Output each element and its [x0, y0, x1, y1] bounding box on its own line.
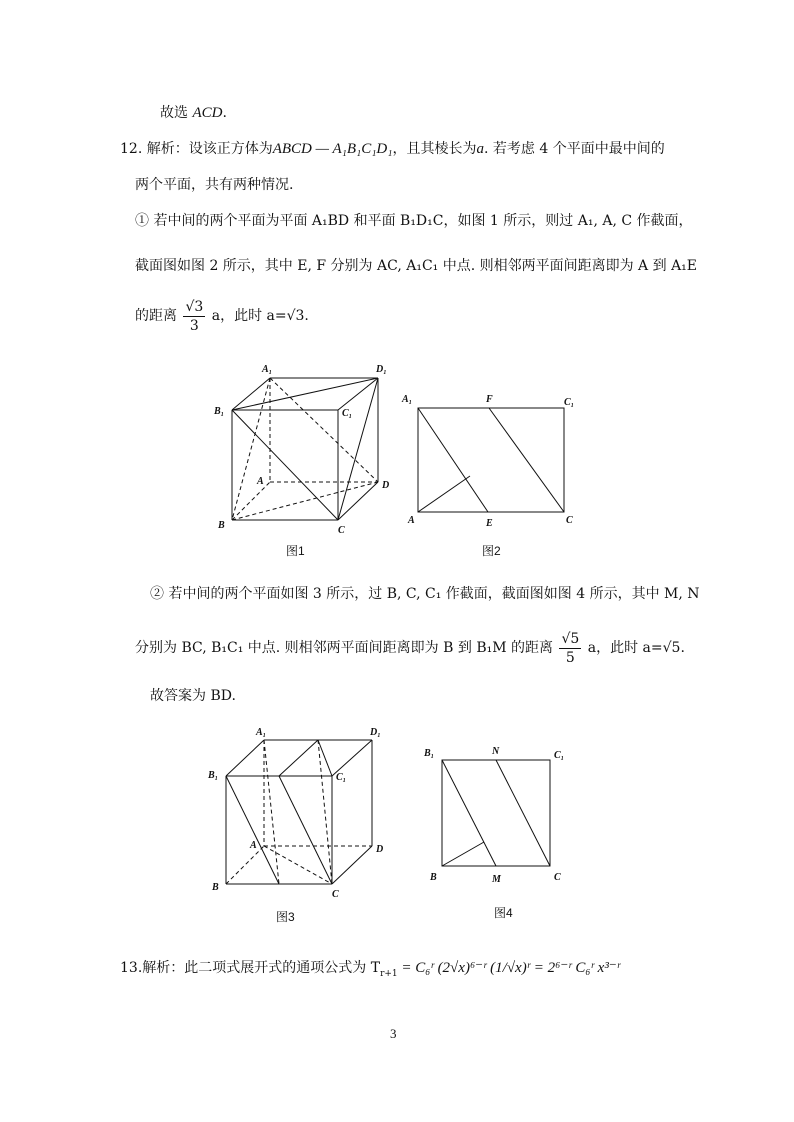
figure-3-diagram — [204, 724, 394, 909]
q12-case1-line1: ① 若中间的两个平面为平面 A₁BD 和平面 B₁D₁C，如图 1 所示，则过 A₁, A, C 作截面， — [135, 213, 693, 229]
answer-value: ACD — [192, 105, 223, 121]
figure-2-diagram — [402, 390, 592, 530]
label-F: F — [486, 394, 493, 405]
label-B1: B₁ — [214, 406, 225, 417]
label-C: C — [566, 515, 573, 526]
q12-line1: 12. 解析：设该正方体为ABCD — A₁B₁C₁D₁，且其棱长为a. 若考虑 4 个平面中最中间的 — [120, 141, 665, 157]
page-number: 3 — [390, 1026, 397, 1041]
figure-1-diagram — [210, 360, 400, 545]
figure-2-caption: 图2 — [482, 544, 501, 558]
label-B1: B₁ — [208, 770, 219, 781]
q12-conclusion: 故答案为 BD. — [150, 688, 236, 704]
label-A: A — [408, 515, 415, 526]
fraction-sqrt3-over-3: $\frac{√3}{3}$ — [185, 298, 204, 334]
label-A: A — [250, 840, 257, 851]
q12-line2: 两个平面，共有两种情况. — [135, 177, 294, 193]
label-A: A — [257, 476, 264, 487]
q12-case2-line2: 分别为 BC, B₁C₁ 中点. 则相邻两平面间距离即为 B 到 B₁M 的距离 $\frac{√5}{5}$ a，此时 a=√5. — [135, 630, 685, 666]
q12-number: 12. — [120, 141, 143, 157]
label-B: B — [218, 520, 225, 531]
q12-case1-line2: 截面图如图 2 所示，其中 E, F 分别为 AC, A₁C₁ 中点. 则相邻两平面间距离即为 A 到 A₁E — [135, 258, 698, 274]
label-A1: A₁ — [402, 394, 413, 405]
label-B: B — [430, 872, 437, 883]
label-C: C — [554, 872, 561, 883]
q13-formula: = C₆ʳ (2√x)⁶⁻ʳ (1/√x)ʳ = 2⁶⁻ʳ C₆ʳ x³⁻ʳ — [397, 960, 621, 976]
figure-3 — [204, 724, 394, 924]
figure-4-caption: 图4 — [494, 906, 513, 920]
label-B1: B₁ — [424, 748, 435, 759]
q13-line: 13.解析：此二项式展开式的通项公式为 $T_{r+1}$ = C₆ʳ (2√x)⁶⁻ʳ (1/√x)ʳ = 2⁶⁻ʳ C₆ʳ x³⁻ʳ — [120, 960, 621, 979]
label-M: M — [492, 874, 501, 885]
label-D1: D₁ — [376, 364, 387, 375]
label-D: D — [376, 844, 384, 855]
figure-1-caption: 图1 — [286, 544, 305, 558]
cube-name: ABCD — A₁B₁C₁D₁ — [272, 141, 393, 157]
label-D: D — [382, 480, 390, 491]
label-D1: D₁ — [370, 727, 381, 738]
label-A1: A₁ — [262, 364, 273, 375]
figure-3-caption: 图3 — [276, 910, 295, 924]
label-A1: A₁ — [256, 727, 267, 738]
q12-case2-line1: ② 若中间的两个平面如图 3 所示，过 B, C, C₁ 作截面，截面图如图 4 所示，其中 M, N — [150, 586, 700, 602]
figure-2 — [402, 390, 592, 558]
label-N: N — [492, 746, 500, 757]
figure-1 — [210, 360, 400, 558]
label-C: C — [332, 889, 339, 900]
label-C1: C₁ — [554, 750, 565, 761]
figure-4-diagram — [424, 744, 574, 884]
label-C: C — [338, 525, 345, 536]
label-C1: C₁ — [342, 408, 353, 419]
label-C1: C₁ — [336, 772, 347, 783]
q12-case1-line3: 的距离 $\frac{√3}{3}$ a，此时 a=√3. — [135, 298, 309, 334]
label-E: E — [486, 518, 493, 529]
answer-line-11: 故选 ACD. — [160, 105, 227, 121]
fraction-sqrt5-over-5: $\frac{√5}{5}$ — [561, 630, 580, 666]
label-C1: C₁ — [564, 397, 575, 408]
figure-4 — [424, 744, 574, 920]
label-B: B — [212, 882, 219, 893]
